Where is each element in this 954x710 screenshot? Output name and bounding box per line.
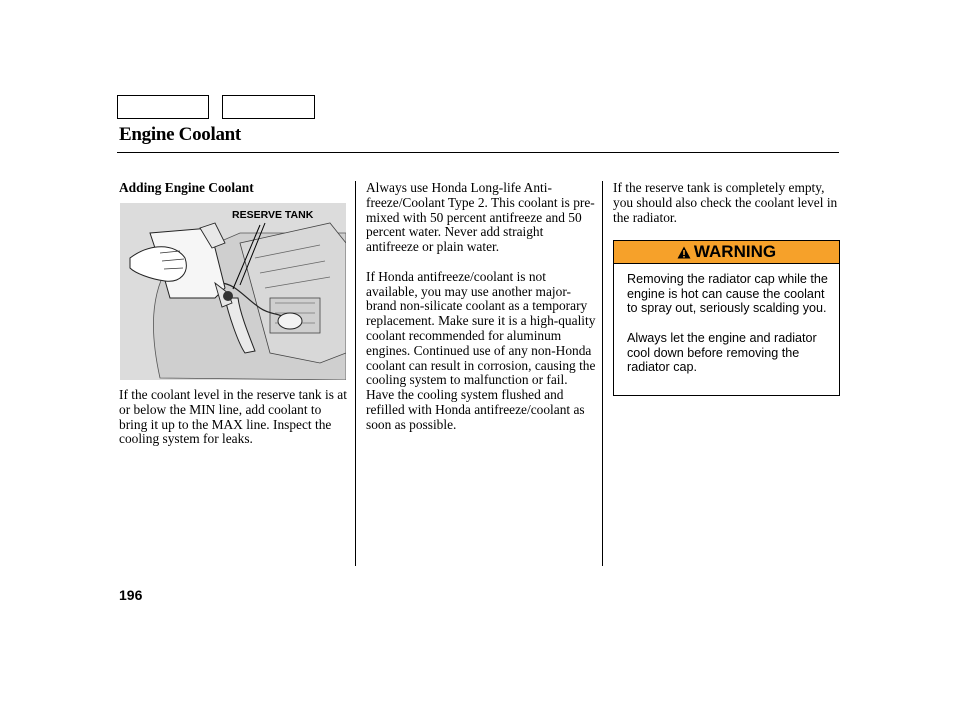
section-heading: Adding Engine Coolant <box>119 180 254 195</box>
title-divider <box>117 152 839 153</box>
warning-paragraph: Removing the radiator cap while the engine is hot can cause the coolant to spray out, seriously scalding you. <box>627 272 828 316</box>
column-1-text: If the coolant level in the reserve tank is at or below the MIN line, add coolant to bring it up to the MAX line. Inspect the cooling system for leaks. <box>119 387 347 447</box>
warning-label: WARNING <box>693 242 777 261</box>
column-2 <box>366 181 598 447</box>
column-3 <box>613 181 839 240</box>
paragraph: If the reserve tank is completely empty, you should also check the coolant level in the radiator. <box>613 180 838 225</box>
warning-header <box>614 241 839 264</box>
reserve-tank-illustration <box>120 203 346 380</box>
paragraph: If Honda antifreeze/coolant is not available, you may use another major-brand non-silicate coolant as a temporary replacement. Make sure it is a high-quality coolant recommended for aluminum engines. Continued use of any non-Honda coolant can result in corrosion, causing the cooling system to malfunction or fail. Have the cooling system flushed and refilled with Honda antifreeze/coolant as soon as possible. <box>366 268 596 432</box>
column-divider-2 <box>602 181 603 566</box>
figure-label: RESERVE TANK <box>232 209 314 221</box>
nav-box-left <box>117 95 209 119</box>
paragraph: Always use Honda Long-life Anti-freeze/Coolant Type 2. This coolant is pre-mixed with 50 percent antifreeze and 50 percent water. Never add straight antifreeze or plain water. <box>366 180 595 255</box>
warning-triangle-icon <box>677 246 691 259</box>
page-number: 196 <box>119 587 143 603</box>
column-divider-1 <box>355 181 356 566</box>
engine-bay-drawing <box>120 203 346 380</box>
nav-box-right <box>222 95 315 119</box>
warning-box <box>613 240 840 396</box>
page-title: Engine Coolant <box>119 124 241 145</box>
warning-body <box>614 264 839 375</box>
warning-paragraph: Always let the engine and radiator cool down before removing the radiator cap. <box>627 330 817 375</box>
